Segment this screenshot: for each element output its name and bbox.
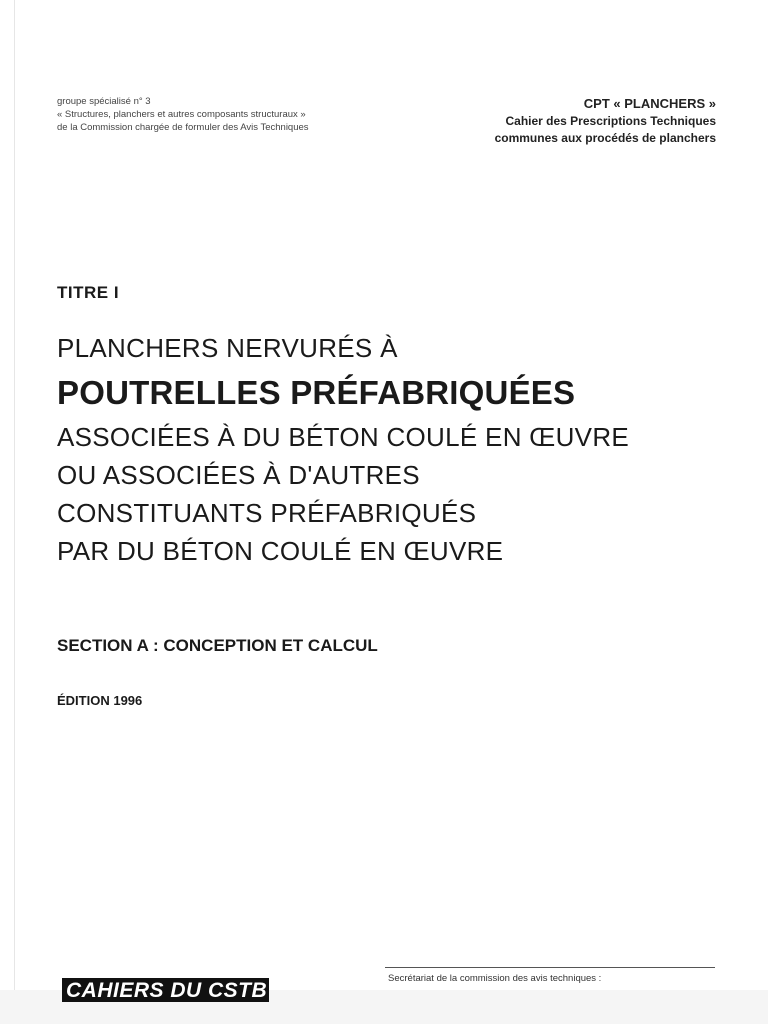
- section-heading: SECTION A : CONCEPTION ET CALCUL: [57, 636, 378, 655]
- title-line: OU ASSOCIÉES À D'AUTRES: [57, 460, 420, 490]
- document-title: [57, 328, 737, 570]
- header-committee-info: [57, 95, 397, 134]
- cpt-code: CPT « PLANCHERS »: [583, 96, 716, 111]
- header-right-line: communes aux procédés de planchers: [494, 131, 716, 145]
- edition-label: ÉDITION 1996: [57, 693, 143, 708]
- titre-label: TITRE I: [57, 283, 120, 302]
- header-left-line: de la Commission chargée de formuler des Avis Techniques: [57, 122, 309, 133]
- title-main-line: POUTRELLES PRÉFABRIQUÉES: [57, 374, 576, 411]
- header-right-line: Cahier des Prescriptions Techniques: [505, 114, 716, 128]
- header-left-line: « Structures, planchers et autres composants structuraux »: [57, 109, 306, 120]
- title-line: ASSOCIÉES À DU BÉTON COULÉ EN ŒUVRE: [57, 422, 630, 452]
- title-line: PLANCHERS NERVURÉS À: [57, 333, 398, 363]
- footer-secretariat: Secrétariat de la commission des avis techniques :: [388, 973, 602, 984]
- title-line: PAR DU BÉTON COULÉ EN ŒUVRE: [57, 536, 504, 566]
- cstb-logo: CAHIERS DU CSTB: [62, 978, 269, 1002]
- header-left-line: groupe spécialisé n° 3: [57, 96, 151, 107]
- footer-divider: [385, 967, 715, 968]
- title-line: CONSTITUANTS PRÉFABRIQUÉS: [57, 498, 477, 528]
- header-document-reference: [396, 95, 716, 147]
- page-edge: [14, 0, 15, 1024]
